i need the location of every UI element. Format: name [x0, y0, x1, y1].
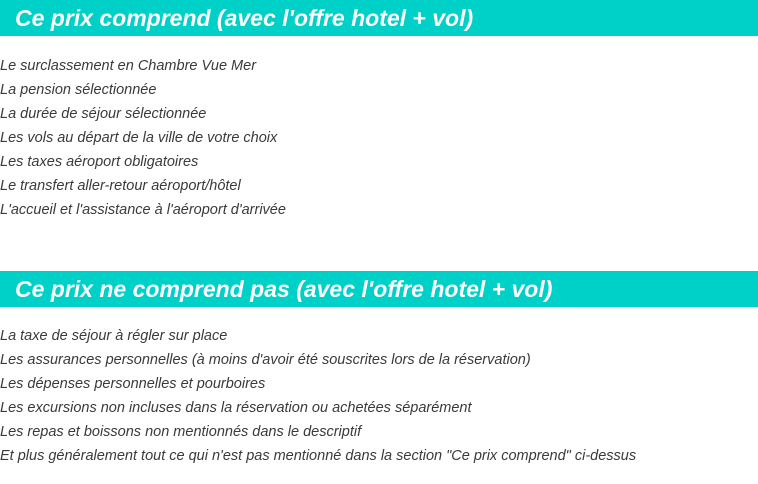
list-item: L'accueil et l'assistance à l'aéroport d'arrivée	[0, 202, 286, 218]
list-item: Les taxes aéroport obligatoires	[0, 154, 199, 170]
list-item: Les vols au départ de la ville de votre choix	[0, 130, 278, 146]
list-item: Les assurances personnelles (à moins d'avoir été souscrites lors de la réservation)	[0, 352, 531, 368]
includes-list	[0, 54, 286, 222]
list-item: Les repas et boissons non mentionnés dans le descriptif	[0, 424, 362, 440]
list-item: Les excursions non incluses dans la réservation ou achetées séparément	[0, 400, 472, 416]
list-item: La pension sélectionnée	[0, 82, 157, 98]
list-item: La taxe de séjour à régler sur place	[0, 328, 228, 344]
list-item: Et plus généralement tout ce qui n'est pas mentionné dans la section "Ce prix comprend" ci-dessus	[0, 448, 637, 464]
list-item: La durée de séjour sélectionnée	[0, 106, 207, 122]
includes-section-title: Ce prix comprend (avec l'offre hotel + vol)	[0, 0, 758, 36]
list-item: Le transfert aller-retour aéroport/hôtel	[0, 178, 241, 194]
list-item: Les dépenses personnelles et pourboires	[0, 376, 266, 392]
list-item: Le surclassement en Chambre Vue Mer	[0, 58, 257, 74]
excludes-section-title: Ce prix ne comprend pas (avec l'offre hotel + vol)	[0, 271, 758, 307]
excludes-list	[0, 324, 636, 468]
